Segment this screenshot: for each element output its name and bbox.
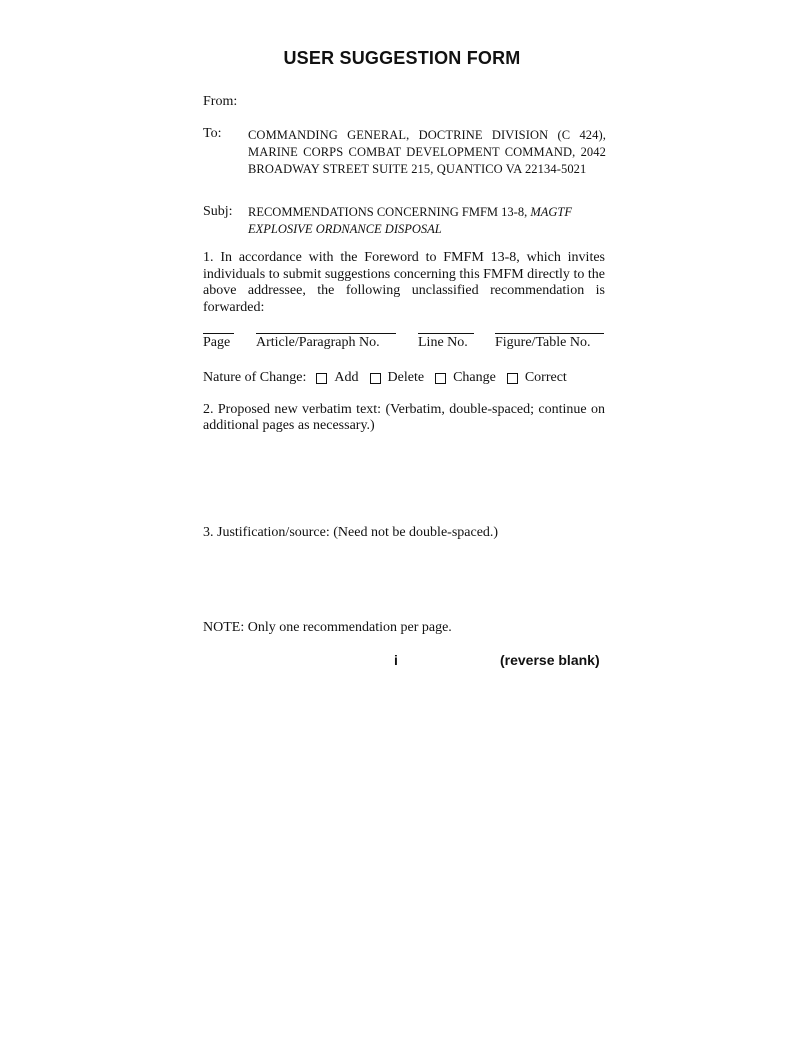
to-address: COMMANDING GENERAL, DOCTRINE DIVISION (C 424), MARINE CORPS COMBAT DEVELOPMENT COMMAND, 2042 BROADWAY STREET SUITE 215, QUANTICO VA 22134-5021	[248, 128, 606, 176]
reverse-blank: (reverse blank)	[500, 652, 600, 668]
option-delete[interactable]	[370, 370, 425, 386]
figure-field-line[interactable]	[495, 333, 604, 334]
article-field-label: Article/Paragraph No.	[256, 335, 380, 350]
option-correct-label: Correct	[524, 370, 567, 385]
subj-title: MAGTF EXPLOSIVE ORDNANCE DISPOSAL	[248, 205, 572, 236]
article-field-line[interactable]	[256, 333, 396, 334]
nature-of-change	[203, 370, 605, 386]
option-change[interactable]	[435, 370, 496, 386]
option-add-label: Add	[334, 370, 359, 385]
line-field-label: Line No.	[418, 335, 468, 350]
form-title: USER SUGGESTION FORM	[283, 48, 521, 68]
option-change-label: Change	[453, 370, 496, 385]
subj-text	[248, 204, 606, 238]
page-field-label: Page	[203, 335, 231, 350]
paragraph-2: 2. Proposed new verbatim text: (Verbatim, double-spaced; continue on additional pages as necessary.)	[203, 402, 605, 433]
checkbox-add[interactable]	[316, 373, 327, 384]
checkbox-delete[interactable]	[370, 373, 381, 384]
to-label: To:	[203, 126, 222, 141]
checkbox-change[interactable]	[435, 373, 446, 384]
page-number: i	[394, 652, 398, 668]
subj-prefix: RECOMMENDATIONS CONCERNING FMFM 13-8,	[248, 205, 528, 219]
figure-field-label: Figure/Table No.	[495, 335, 591, 350]
option-delete-label: Delete	[387, 370, 425, 385]
paragraph-3: 3. Justification/source: (Need not be double-spaced.)	[203, 525, 499, 540]
page-field-line[interactable]	[203, 333, 234, 334]
option-add[interactable]	[316, 370, 358, 386]
note: NOTE: Only one recommendation per page.	[203, 620, 452, 635]
paragraph-1: 1. In accordance with the Foreword to FMFM 13-8, which invites individuals to submit suggestions concerning this FMFM directly to the above addressee, the following unclassified recommendation is forwarded:	[203, 250, 605, 315]
from-label: From:	[203, 94, 238, 109]
subj-label: Subj:	[203, 204, 233, 219]
line-field-line[interactable]	[418, 333, 474, 334]
checkbox-correct[interactable]	[507, 373, 518, 384]
option-correct[interactable]	[507, 370, 567, 386]
nature-label: Nature of Change:	[203, 370, 307, 385]
